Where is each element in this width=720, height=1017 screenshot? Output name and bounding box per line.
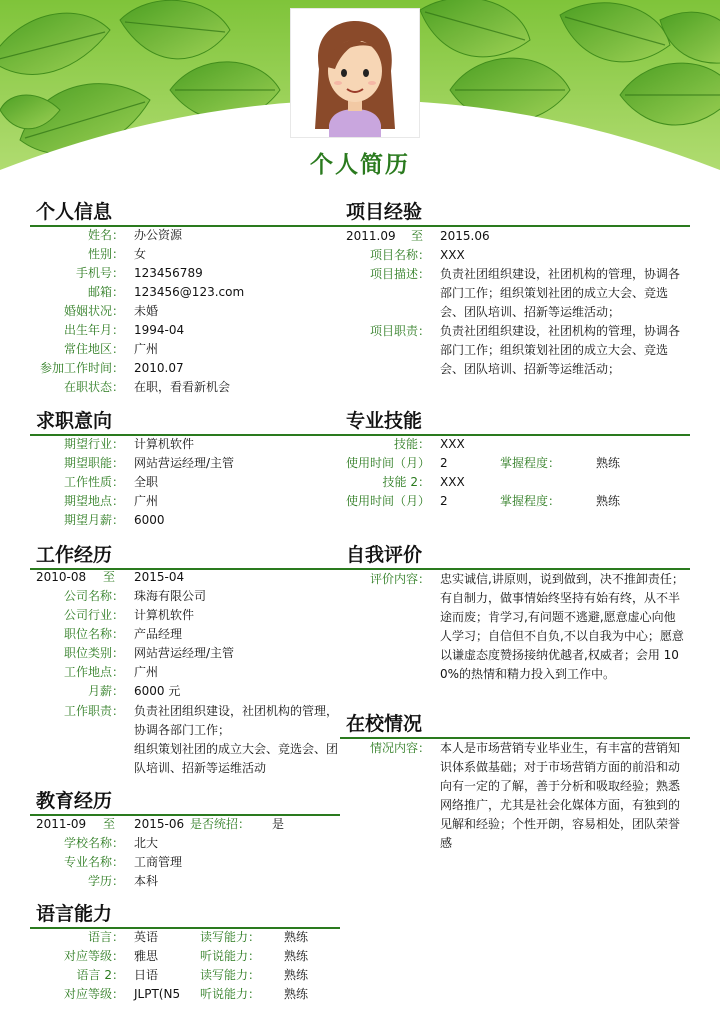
- work-field-value: 广州: [134, 665, 159, 679]
- work-start: 2010-08: [36, 570, 87, 584]
- education-period: [0, 815, 340, 834]
- intent-field-label: 工作性质：: [63, 475, 124, 489]
- language-label-2: 读写能力：: [200, 968, 261, 982]
- personal-field-row: [0, 302, 340, 321]
- language-label: 语言 2：: [76, 968, 124, 982]
- personal-field-value: 1994-04: [134, 323, 185, 337]
- cartoon-girl-avatar: [291, 9, 419, 137]
- language-label: 对应等级：: [63, 949, 124, 963]
- intent-field-value: 广州: [134, 494, 159, 508]
- education-field-label: 专业名称：: [63, 855, 124, 869]
- work-period: [0, 568, 340, 587]
- project-name-value: XXX: [440, 248, 465, 262]
- skill-value: 2: [440, 456, 448, 470]
- work-field-value: 6000 元: [134, 684, 181, 698]
- intent-field-value: 计算机软件: [134, 437, 195, 451]
- personal-field-label: 常住地区：: [63, 342, 124, 356]
- section-title-campus: 在校情况: [346, 713, 423, 735]
- skill-value-2: 熟练: [596, 456, 621, 470]
- self-eval-label-row: [340, 570, 440, 589]
- work-field-label: 公司行业：: [63, 608, 124, 622]
- work-field-label: 职位名称：: [63, 627, 124, 641]
- page-title: 个人简历: [310, 152, 410, 178]
- section-title-intent: 求职意向: [36, 410, 113, 432]
- personal-field-label: 邮箱：: [87, 285, 124, 299]
- project-desc-label: 项目描述：: [369, 267, 430, 281]
- education-end: 2015-06: [134, 817, 185, 831]
- personal-field-value: 2010.07: [134, 361, 184, 375]
- personal-field-label: 在职状态：: [63, 380, 124, 394]
- personal-field-label: 性别：: [87, 247, 124, 261]
- skill-row: [340, 454, 690, 473]
- language-value-2: 熟练: [284, 987, 309, 1001]
- campus-text: 本人是市场营销专业毕业生，有丰富的营销知识体系做基础；对于市场营销方面的前沿和动向有一定的了解，善于分析和吸取经验；熟悉网络推广，尤其是社会化媒体方面，有独到的见解和经验；个性开朗，容易相处，团队荣誉感: [440, 741, 681, 850]
- project-start: 2011.09: [346, 229, 396, 243]
- work-field-value: 网站营运经理/主管: [134, 646, 235, 660]
- project-to: 至: [410, 229, 423, 243]
- personal-field-row: [0, 321, 340, 340]
- personal-field-row: [0, 359, 340, 378]
- skill-value-2: 熟练: [596, 494, 621, 508]
- personal-field-value: 办公资源: [134, 228, 183, 242]
- intent-field-label: 期望职能：: [63, 456, 124, 470]
- intent-field-value: 全职: [134, 475, 159, 489]
- language-value: JLPT(N5: [134, 987, 181, 1001]
- work-field-row: [0, 644, 340, 663]
- section-title-self-eval: 自我评价: [346, 544, 423, 566]
- skill-value: 2: [440, 494, 448, 508]
- language-label-2: 读写能力：: [200, 930, 261, 944]
- education-field-label: 学历：: [87, 874, 124, 888]
- education-to: 至: [102, 817, 115, 831]
- personal-field-row: [0, 283, 340, 302]
- work-field-row: [0, 606, 340, 625]
- self-eval-label: 评价内容：: [369, 572, 430, 586]
- work-field-value: 计算机软件: [134, 608, 195, 622]
- language-row: [0, 966, 340, 985]
- language-value-2: 熟练: [284, 968, 309, 982]
- personal-field-value: 123456@123.com: [134, 285, 245, 299]
- personal-field-row: [0, 226, 340, 245]
- skill-label: 使用时间（月）: [345, 456, 430, 470]
- language-value-2: 熟练: [284, 949, 309, 963]
- section-title-language: 语言能力: [36, 903, 113, 925]
- personal-field-value: 未婚: [134, 304, 159, 318]
- work-duty-line-2: 组织策划社团的成立大会、竞选会、团队培训、招新等运维活动: [134, 742, 339, 775]
- personal-field-value: 在职，看看新机会: [134, 380, 231, 394]
- personal-field-value: 123456789: [134, 266, 203, 280]
- project-role-text: 负责社团组织建设，社团机构的管理，协调各部门工作；组织策划社团的成立大会、竞选会、团队培训、招新等运维活动；: [440, 324, 681, 376]
- language-label-2: 听说能力：: [200, 949, 261, 963]
- project-desc-label-row: [340, 265, 440, 284]
- intent-field-row: [0, 492, 340, 511]
- education-field-value: 工商管理: [134, 855, 183, 869]
- education-field-row: [0, 872, 340, 891]
- project-name-label: 项目名称：: [369, 248, 430, 262]
- work-field-row: [0, 587, 340, 606]
- project-role-label-row: [340, 322, 440, 341]
- skill-value: XXX: [440, 475, 465, 489]
- project-name-row: [340, 246, 690, 265]
- work-field-value: 产品经理: [134, 627, 183, 641]
- education-unified-label: 是否统招：: [190, 817, 251, 831]
- work-field-row: [0, 682, 340, 701]
- personal-field-label: 参加工作时间：: [39, 361, 124, 375]
- personal-field-value: 广州: [134, 342, 159, 356]
- language-value: 日语: [134, 968, 159, 982]
- work-to: 至: [102, 570, 115, 584]
- education-field-row: [0, 834, 340, 853]
- language-label: 语言：: [87, 930, 124, 944]
- language-label: 对应等级：: [63, 987, 124, 1001]
- work-duty-line-1: 负责社团组织建设，社团机构的管理，协调各部门工作；: [134, 704, 339, 737]
- personal-field-row: [0, 340, 340, 359]
- personal-field-row: [0, 245, 340, 264]
- work-field-value: 珠海有限公司: [134, 589, 207, 603]
- intent-field-value: 网站营运经理/主管: [134, 456, 235, 470]
- section-title-education: 教育经历: [36, 790, 113, 812]
- intent-field-label: 期望地点：: [63, 494, 124, 508]
- personal-field-row: [0, 264, 340, 283]
- work-field-label: 职位类别：: [63, 646, 124, 660]
- project-role-label: 项目职责：: [369, 324, 430, 338]
- language-value-2: 熟练: [284, 930, 309, 944]
- intent-field-label: 期望月薪：: [63, 513, 124, 527]
- education-field-row: [0, 853, 340, 872]
- skill-label-2: 掌握程度：: [500, 494, 561, 508]
- self-eval-text: 忠实诚信,讲原则，说到做到，决不推卸责任；有自制力，做事情始终坚持有始有终，从不半途而废；肯学习,有问题不逃避,愿意虚心向他人学习；自信但不自负,不以自我为中心；愿意以谦虚态度赞扬接纳优越者,权威者；会用 100%的热情和精力投入到工作中。: [440, 572, 684, 681]
- personal-field-row: [0, 378, 340, 397]
- personal-field-label: 手机号：: [75, 266, 124, 280]
- intent-field-label: 期望行业：: [63, 437, 124, 451]
- profile-photo: [290, 8, 420, 138]
- skill-row: [340, 492, 690, 511]
- personal-field-label: 姓名：: [87, 228, 124, 242]
- project-end: 2015.06: [440, 229, 490, 243]
- education-start: 2011-09: [36, 817, 87, 831]
- language-value: 雅思: [134, 949, 159, 963]
- work-end: 2015-04: [134, 570, 185, 584]
- education-unified-value: 是: [272, 817, 285, 831]
- skill-label: 技能 2：: [382, 475, 430, 489]
- intent-field-row: [0, 473, 340, 492]
- section-title-work: 工作经历: [36, 544, 113, 566]
- skill-label: 使用时间（月）: [345, 494, 430, 508]
- intent-field-row: [0, 454, 340, 473]
- language-label-2: 听说能力：: [200, 987, 261, 1001]
- skill-label: 技能：: [393, 437, 430, 451]
- work-field-label: 月薪：: [87, 684, 124, 698]
- skill-row: [340, 435, 690, 454]
- language-row: [0, 928, 340, 947]
- education-field-value: 北大: [134, 836, 159, 850]
- skill-value: XXX: [440, 437, 465, 451]
- language-row: [0, 985, 340, 1004]
- project-period: [340, 227, 690, 246]
- section-title-skills: 专业技能: [346, 410, 423, 432]
- project-desc-text: 负责社团组织建设，社团机构的管理，协调各部门工作；组织策划社团的成立大会、竞选会、团队培训、招新等运维活动；: [440, 267, 681, 319]
- work-field-row: [0, 663, 340, 682]
- skill-label-2: 掌握程度：: [500, 456, 561, 470]
- language-row: [0, 947, 340, 966]
- section-title-project: 项目经验: [346, 201, 423, 223]
- work-duty-label: 工作职责：: [63, 704, 124, 718]
- work-field-row: [0, 625, 340, 644]
- intent-field-row: [0, 511, 340, 530]
- personal-field-label: 出生年月：: [63, 323, 124, 337]
- intent-field-value: 6000: [134, 513, 165, 527]
- section-title-personal: 个人信息: [36, 201, 113, 223]
- education-field-value: 本科: [134, 874, 159, 888]
- intent-field-row: [0, 435, 340, 454]
- work-field-label: 工作地点：: [63, 665, 124, 679]
- skill-row: [340, 473, 690, 492]
- education-field-label: 学校名称：: [63, 836, 124, 850]
- work-field-label: 公司名称：: [63, 589, 124, 603]
- campus-label: 情况内容：: [369, 741, 430, 755]
- campus-label-row: [340, 739, 440, 758]
- personal-field-value: 女: [134, 247, 147, 261]
- personal-field-label: 婚姻状况：: [63, 304, 124, 318]
- language-value: 英语: [134, 930, 159, 944]
